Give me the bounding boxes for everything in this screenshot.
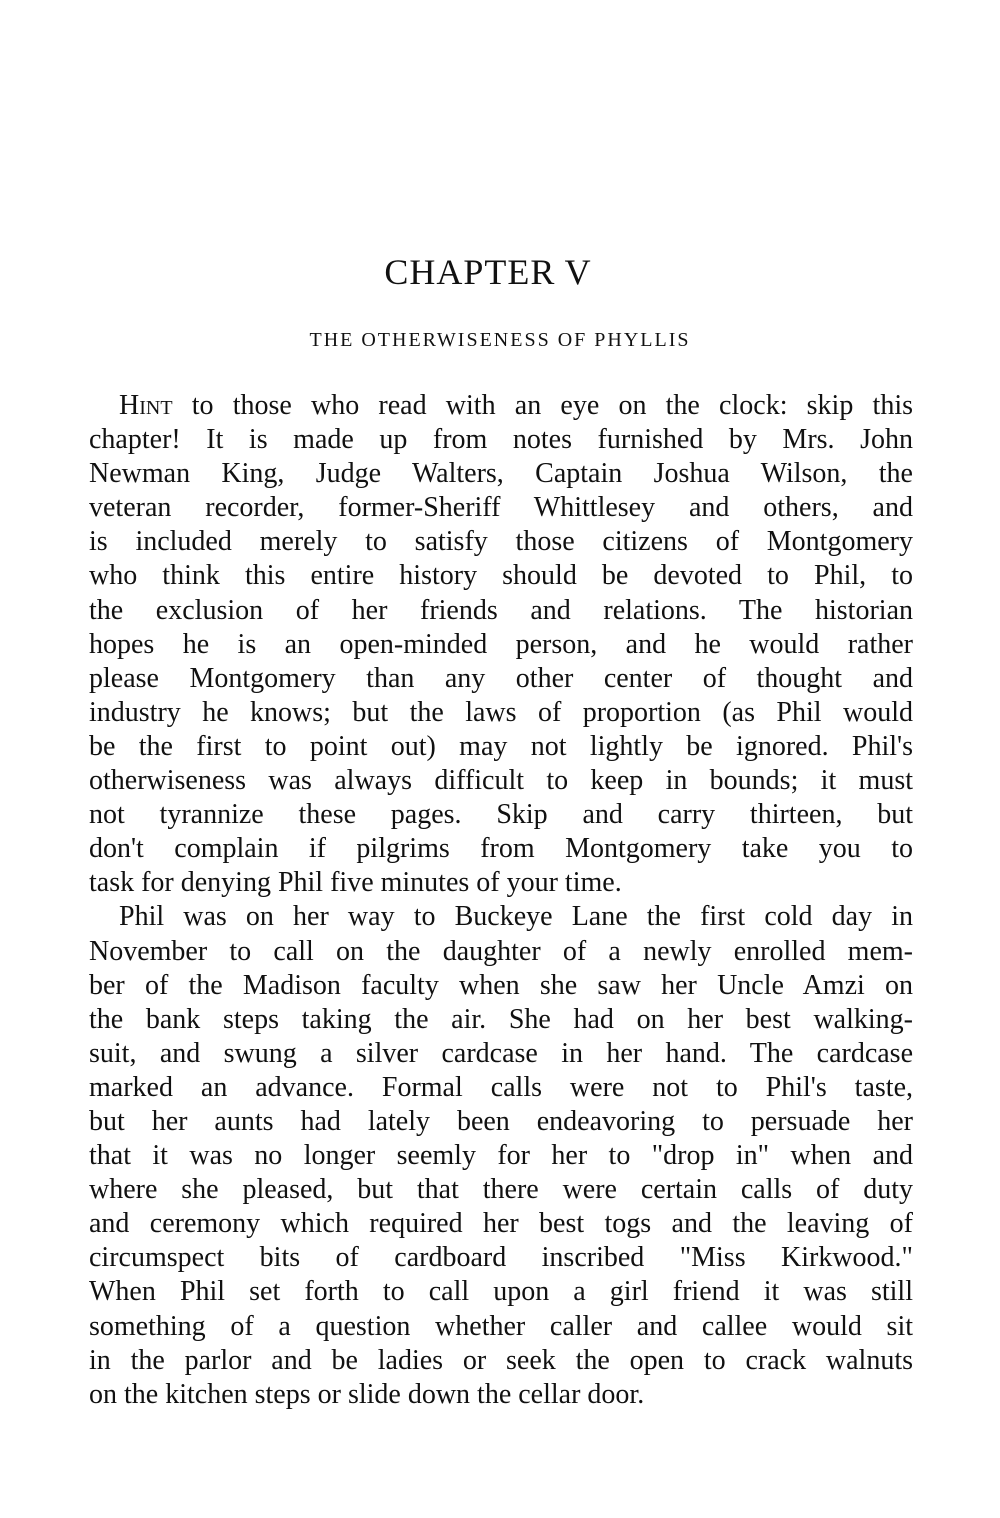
text-line: November to call on the daughter of a newly enrolled mem- <box>89 935 913 967</box>
text-line: Newman King, Judge Walters, Captain Joshua Wilson, the <box>89 458 913 490</box>
text-line: please Montgomery than any other center of thought and <box>89 662 913 694</box>
chapter-subtitle: THE OTHERWISENESS OF PHYLLIS <box>309 329 691 351</box>
chapter-body <box>89 389 913 1412</box>
text-line: chapter! It is made up from notes furnished by Mrs. John <box>89 424 913 456</box>
text-line: circumspect bits of cardboard inscribed "Miss Kirkwood." <box>89 1242 913 1274</box>
text-line: task for denying Phil five minutes of your time. <box>89 867 622 899</box>
text-line: veteran recorder, former-Sheriff Whittlesey and others, and <box>89 492 913 524</box>
text-line: marked an advance. Formal calls were not to Phil's taste, <box>89 1071 913 1103</box>
text-line: When Phil set forth to call upon a girl friend it was still <box>89 1276 913 1308</box>
text-line: don't complain if pilgrims from Montgomery take you to <box>89 833 913 865</box>
chapter-title: CHAPTER V <box>384 252 592 292</box>
text-line: otherwiseness was always difficult to keep in bounds; it must <box>89 765 913 797</box>
text-line: not tyrannize these pages. Skip and carry thirteen, but <box>89 799 913 831</box>
text-line: in the parlor and be ladies or seek the open to crack walnuts <box>89 1344 913 1376</box>
text-line-rest: to those who read with an eye on the clock: skip this <box>172 390 913 421</box>
text-line: ber of the Madison faculty when she saw her Uncle Amzi on <box>89 969 913 1001</box>
paragraph-1 <box>89 389 913 900</box>
text-line <box>89 389 913 423</box>
drop-lead-word: Hint <box>119 390 173 421</box>
text-line: the bank steps taking the air. She had on her best walking- <box>89 1003 913 1035</box>
text-line: is included merely to satisfy those citizens of Montgomery <box>89 526 913 558</box>
text-line: but her aunts had lately been endeavoring to persuade her <box>89 1105 913 1137</box>
text-line: the exclusion of her friends and relations. The historian <box>89 594 913 626</box>
text-line: that it was no longer seemly for her to "drop in" when and <box>89 1140 913 1172</box>
text-line: Phil was on her way to Buckeye Lane the first cold day in <box>119 901 913 933</box>
text-line: suit, and swung a silver cardcase in her hand. The cardcase <box>89 1037 913 1069</box>
text-line: and ceremony which required her best togs and the leaving of <box>89 1208 913 1240</box>
paragraph-2 <box>89 900 913 1411</box>
text-line: who think this entire history should be devoted to Phil, to <box>89 560 913 592</box>
text-line: hopes he is an open-minded person, and he would rather <box>89 628 913 660</box>
text-line: be the first to point out) may not lightly be ignored. Phil's <box>89 730 913 762</box>
text-line: something of a question whether caller and callee would sit <box>89 1310 913 1342</box>
text-line: where she pleased, but that there were certain calls of duty <box>89 1174 913 1206</box>
text-line: on the kitchen steps or slide down the cellar door. <box>89 1378 645 1410</box>
text-line: industry he knows; but the laws of proportion (as Phil would <box>89 696 913 728</box>
